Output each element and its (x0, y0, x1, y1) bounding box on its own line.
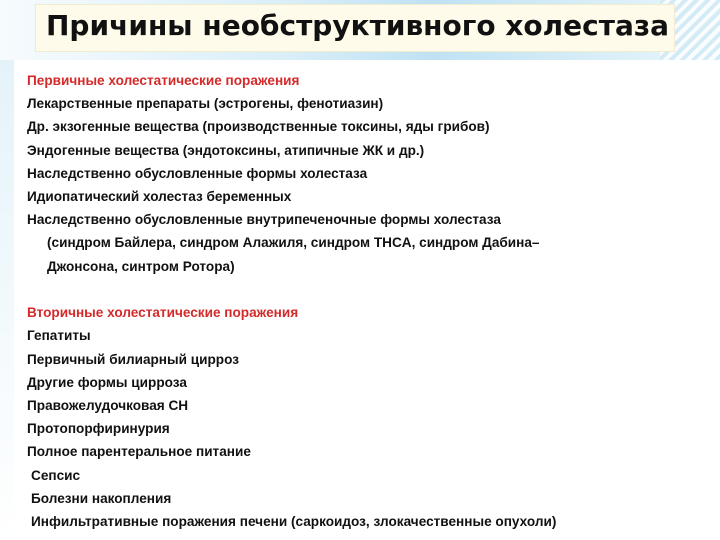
left-decoration-strip (0, 60, 14, 540)
primary-item: Лекарственные препараты (эстрогены, фенотиазин) (27, 96, 384, 112)
primary-item-continuation: (синдром Байлера, синдром Алажиля, синдром THCA, синдром Дабина– (47, 235, 540, 251)
secondary-heading: Вторичные холестатические поражения (27, 305, 299, 321)
secondary-item: Правожелудочковая СН (27, 397, 189, 413)
secondary-item: Другие формы цирроза (27, 374, 187, 390)
secondary-item: Протопорфиринурия (27, 421, 170, 437)
section-gap (27, 278, 707, 302)
primary-item: Наследственно обусловленные внутрипеченочные формы холестаза (27, 212, 501, 228)
primary-item: Др. экзогенные вещества (производственные токсины, яды грибов) (27, 119, 490, 135)
slide-content (27, 69, 707, 533)
primary-heading: Первичные холестатические поражения (27, 73, 300, 88)
primary-item: Эндогенные вещества (эндотоксины, атипичные ЖК и др.) (27, 142, 425, 158)
secondary-item: Болезни накопления (31, 490, 172, 506)
secondary-item: Первичный билиарный цирроз (27, 351, 239, 367)
secondary-item: Гепатиты (27, 328, 91, 344)
secondary-item: Полное парентеральное питание (27, 444, 251, 460)
secondary-item: Сепсис (31, 467, 81, 483)
primary-item-continuation: Джонсона, синтром Ротора) (47, 258, 235, 274)
primary-item: Наследственно обусловленные формы холестаза (27, 165, 368, 181)
primary-item: Идиопатический холестаз беременных (27, 188, 292, 204)
secondary-item: Инфильтративные поражения печени (саркоидоз, злокачественные опухоли) (31, 513, 557, 529)
slide-title: Причины необструктивного холестаза (46, 9, 670, 42)
